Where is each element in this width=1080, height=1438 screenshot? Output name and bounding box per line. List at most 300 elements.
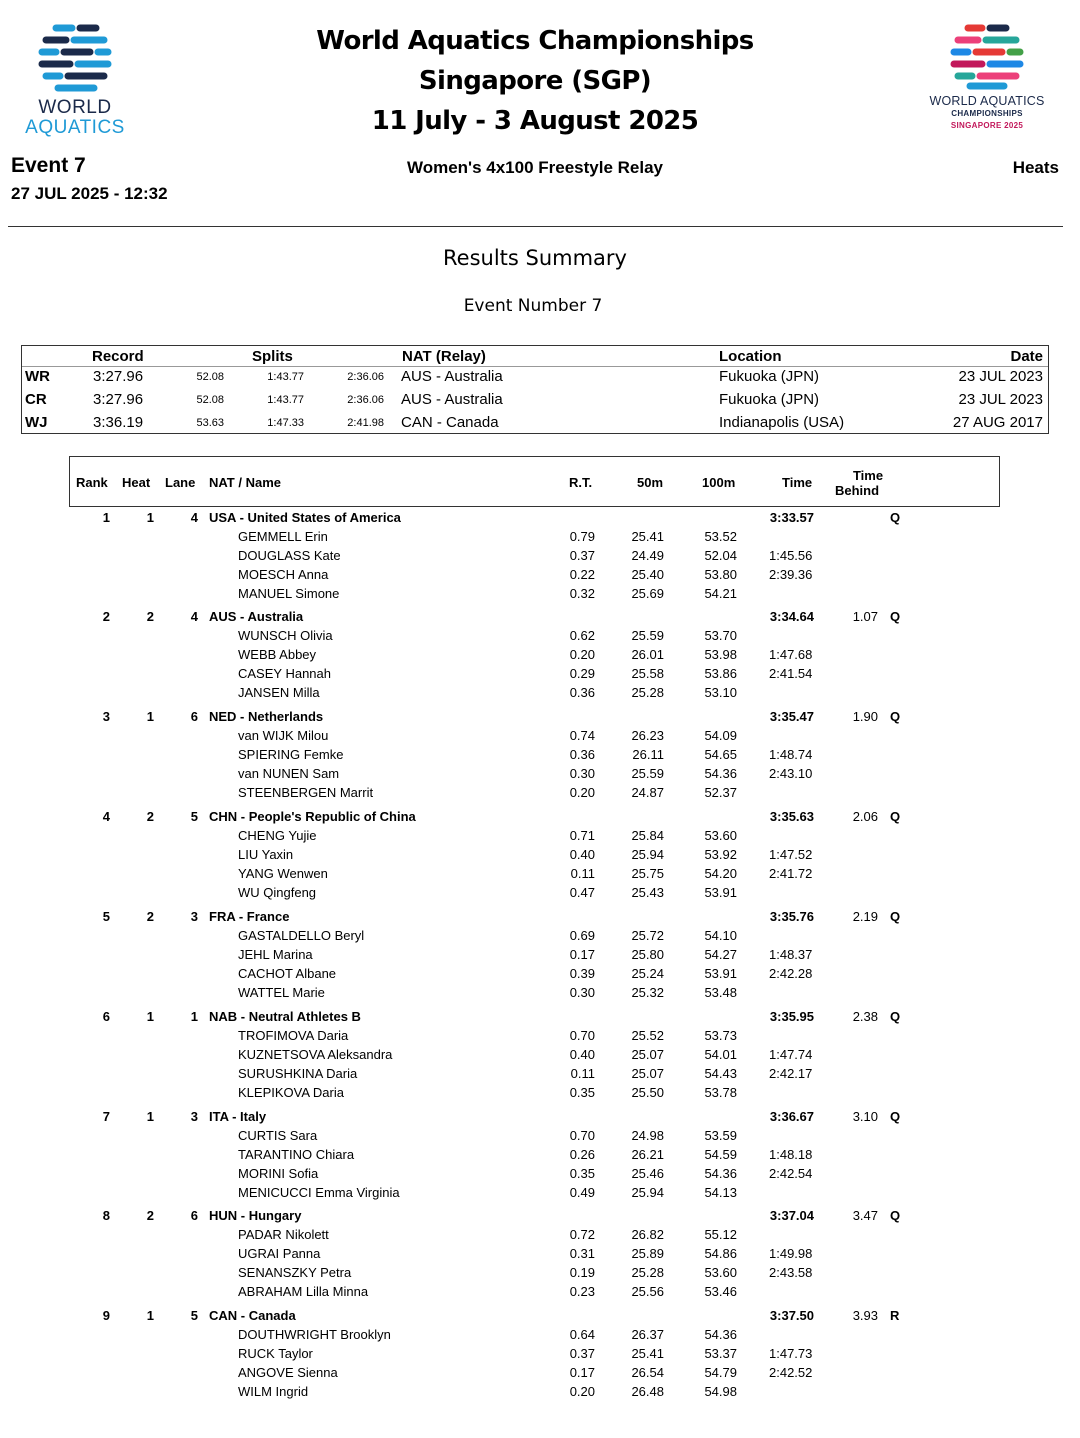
- swimmer-reaction-time: 0.11: [570, 866, 595, 881]
- team-name: ITA - Italy: [209, 1109, 267, 1124]
- swimmer-reaction-time: 0.79: [569, 529, 595, 544]
- team-time: 3:35.95: [769, 1009, 814, 1024]
- swimmer-name: MORINI Sofia: [238, 1166, 319, 1181]
- team-name: CHN - People's Republic of China: [209, 809, 416, 824]
- swimmer-row: [0, 666, 1080, 685]
- swimmer-row: [0, 1346, 1080, 1365]
- swimmer-split-100m: 55.12: [704, 1227, 737, 1242]
- records-header-nat: NAT (Relay): [402, 348, 486, 365]
- swimmer-reaction-time: 0.30: [569, 766, 595, 781]
- swimmer-row: [0, 785, 1080, 804]
- event-number-subtitle: Event Number 7: [463, 296, 603, 316]
- team-rank: 3: [102, 709, 110, 724]
- team-time: 3:36.67: [769, 1109, 814, 1124]
- swimmer-split-50m: 25.80: [631, 947, 664, 962]
- swimmer-row: [0, 1365, 1080, 1384]
- swimmer-reaction-time: 0.47: [569, 885, 595, 900]
- record-location: Indianapolis (USA): [719, 414, 845, 431]
- swimmer-cumulative-time: 2:41.72: [769, 866, 813, 881]
- swimmer-name: WATTEL Marie: [238, 985, 325, 1000]
- swimmer-row: [0, 1047, 1080, 1066]
- team-time-behind: 1.90: [852, 709, 878, 724]
- swimmer-split-100m: 53.73: [704, 1028, 737, 1043]
- record-nat: AUS - Australia: [401, 368, 503, 385]
- swimmer-split-100m: 54.43: [704, 1066, 737, 1081]
- team-time: 3:35.47: [769, 709, 814, 724]
- col-behind-line2: Behind: [834, 483, 880, 498]
- swimmer-split-50m: 25.28: [631, 685, 664, 700]
- team-time-behind: 2.06: [852, 809, 878, 824]
- team-qualification: Q: [890, 1009, 901, 1024]
- swimmer-name: WILM Ingrid: [238, 1384, 309, 1399]
- swimmer-row: [0, 1185, 1080, 1204]
- swimmer-reaction-time: 0.40: [569, 1047, 595, 1062]
- swimmer-name: RUCK Taylor: [238, 1346, 313, 1361]
- swimmer-split-100m: 53.80: [704, 567, 737, 582]
- page-title-line2: Singapore (SGP): [418, 66, 652, 96]
- records-header-record: Record: [92, 348, 144, 365]
- record-location: Fukuoka (JPN): [719, 368, 820, 385]
- swimmer-split-100m: 53.48: [704, 985, 737, 1000]
- swimmer-row: [0, 728, 1080, 747]
- team-time-behind: 2.19: [852, 909, 878, 924]
- swimmer-cumulative-time: 1:47.52: [769, 847, 813, 862]
- swimmer-split-50m: 25.28: [631, 1265, 664, 1280]
- swimmer-row: [0, 529, 1080, 548]
- world-aquatics-logo: [10, 22, 140, 138]
- col-50m: 50m: [637, 475, 664, 490]
- team-rank: 4: [102, 809, 110, 824]
- swimmer-reaction-time: 0.35: [569, 1085, 595, 1100]
- swimmer-row: [0, 828, 1080, 847]
- team-time: 3:37.50: [769, 1308, 814, 1323]
- swimmer-row: [0, 1246, 1080, 1265]
- swimmer-reaction-time: 0.72: [569, 1227, 595, 1242]
- swimmer-row: [0, 1028, 1080, 1047]
- swimmer-reaction-time: 0.69: [569, 928, 595, 943]
- swimmer-reaction-time: 0.37: [569, 1346, 595, 1361]
- team-row: [0, 1009, 1080, 1028]
- swimmer-row: [0, 885, 1080, 904]
- swimmer-split-100m: 53.91: [704, 966, 737, 981]
- swimmer-split-50m: 25.41: [631, 1346, 664, 1361]
- team-name: FRA - France: [209, 909, 290, 924]
- swimmer-name: CURTIS Sara: [238, 1128, 318, 1143]
- swimmer-split-50m: 25.84: [631, 828, 664, 843]
- record-split: 2:36.06: [347, 371, 384, 383]
- swimmer-split-50m: 25.72: [631, 928, 664, 943]
- swimmer-split-50m: 25.56: [631, 1284, 664, 1299]
- swimmer-row: [0, 1384, 1080, 1403]
- team-qualification: Q: [890, 1109, 901, 1124]
- swimmer-reaction-time: 0.70: [569, 1028, 595, 1043]
- swimmer-cumulative-time: 2:42.54: [769, 1166, 813, 1181]
- logo-right-line2: CHAMPIONSHIPS: [951, 109, 1023, 118]
- swimmer-name: STEENBERGEN Marrit: [238, 785, 374, 800]
- swimmer-split-100m: 54.21: [704, 586, 737, 601]
- team-name: NAB - Neutral Athletes B: [209, 1009, 361, 1024]
- record-split: 52.08: [196, 371, 224, 383]
- event-datetime: 27 JUL 2025 - 12:32: [11, 184, 168, 203]
- records-header-date: Date: [1010, 348, 1043, 365]
- swimmer-reaction-time: 0.20: [569, 647, 595, 662]
- swimmer-split-50m: 25.41: [631, 529, 664, 544]
- swimmer-name: ABRAHAM Lilla Minna: [238, 1284, 369, 1299]
- swimmer-split-100m: 53.52: [704, 529, 737, 544]
- col-name: NAT / Name: [209, 475, 281, 490]
- swimmer-cumulative-time: 2:42.52: [769, 1365, 813, 1380]
- team-time: 3:34.64: [769, 609, 814, 624]
- swimmer-cumulative-time: 2:43.10: [769, 766, 813, 781]
- swimmer-split-50m: 26.82: [631, 1227, 664, 1242]
- swimmer-row: [0, 685, 1080, 704]
- team-lane: 3: [190, 909, 198, 924]
- swimmer-split-50m: 25.89: [631, 1246, 664, 1261]
- swimmer-name: SENANSZKY Petra: [238, 1265, 352, 1280]
- swimmer-row: [0, 947, 1080, 966]
- swimmer-split-100m: 54.36: [704, 1327, 737, 1342]
- swimmer-split-50m: 26.21: [631, 1147, 664, 1162]
- swimmer-cumulative-time: 1:47.73: [769, 1346, 813, 1361]
- team-rank: 6: [102, 1009, 110, 1024]
- swimmer-reaction-time: 0.11: [570, 1066, 595, 1081]
- team-qualification: Q: [890, 809, 901, 824]
- swimmer-name: DOUGLASS Kate: [238, 548, 341, 563]
- swimmer-row: [0, 567, 1080, 586]
- swimmer-split-100m: 53.60: [704, 828, 737, 843]
- swimmer-reaction-time: 0.26: [569, 1147, 595, 1162]
- swimmer-split-50m: 25.50: [631, 1085, 664, 1100]
- swimmer-row: [0, 1265, 1080, 1284]
- record-date: 27 AUG 2017: [952, 414, 1043, 431]
- record-split: 2:41.98: [347, 417, 384, 429]
- record-nat: CAN - Canada: [401, 414, 499, 431]
- team-heat: 2: [146, 809, 154, 824]
- team-lane: 5: [190, 1308, 198, 1323]
- swimmer-name: WU Qingfeng: [238, 885, 317, 900]
- swimmer-name: DOUTHWRIGHT Brooklyn: [238, 1327, 391, 1342]
- swimmer-reaction-time: 0.22: [569, 567, 595, 582]
- swimmer-split-100m: 54.36: [704, 766, 737, 781]
- team-heat: 1: [146, 510, 154, 525]
- team-lane: 5: [190, 809, 198, 824]
- records-header-divider: [22, 366, 1048, 367]
- swimmer-split-100m: 54.09: [704, 728, 737, 743]
- swimmer-split-100m: 54.65: [704, 747, 737, 762]
- records-header-splits: Splits: [252, 348, 293, 365]
- swimmer-split-100m: 53.37: [704, 1346, 737, 1361]
- swimmer-split-100m: 54.79: [704, 1365, 737, 1380]
- swimmer-reaction-time: 0.19: [569, 1265, 595, 1280]
- swimmer-split-50m: 25.69: [631, 586, 664, 601]
- swimmer-name: van NUNEN Sam: [238, 766, 340, 781]
- swimmer-split-50m: 24.49: [631, 548, 664, 563]
- team-rank: 8: [102, 1208, 110, 1223]
- team-lane: 4: [190, 510, 198, 525]
- swimmer-reaction-time: 0.17: [569, 947, 595, 962]
- swimmer-reaction-time: 0.70: [569, 1128, 595, 1143]
- swimmer-split-100m: 54.86: [704, 1246, 737, 1261]
- swimmer-split-50m: 26.11: [632, 747, 664, 762]
- swimmer-split-100m: 53.46: [704, 1284, 737, 1299]
- swimmer-row: [0, 966, 1080, 985]
- team-name: NED - Netherlands: [209, 709, 324, 724]
- col-time: Time: [782, 475, 813, 490]
- swimmer-reaction-time: 0.30: [569, 985, 595, 1000]
- championships-logo: [908, 22, 1066, 138]
- swimmer-row: [0, 747, 1080, 766]
- swimmer-split-50m: 25.94: [631, 847, 664, 862]
- swimmer-row: [0, 1147, 1080, 1166]
- swimmer-split-50m: 25.40: [631, 567, 664, 582]
- swimmer-split-100m: 52.37: [704, 785, 737, 800]
- record-time: 3:27.96: [93, 368, 144, 385]
- swimmer-name: MENICUCCI Emma Virginia: [238, 1185, 400, 1200]
- team-rank: 2: [102, 609, 110, 624]
- team-qualification: Q: [890, 709, 901, 724]
- swimmer-name: KLEPIKOVA Daria: [238, 1085, 344, 1100]
- col-100m: 100m: [702, 475, 736, 490]
- team-lane: 4: [190, 609, 198, 624]
- record-split: 2:36.06: [347, 394, 384, 406]
- swimmer-split-50m: 25.24: [631, 966, 664, 981]
- swimmer-reaction-time: 0.31: [569, 1246, 595, 1261]
- team-rank: 9: [102, 1308, 110, 1323]
- team-qualification: Q: [890, 510, 901, 525]
- swimmer-reaction-time: 0.35: [569, 1166, 595, 1181]
- swimmer-split-50m: 25.94: [631, 1185, 664, 1200]
- team-time: 3:35.76: [769, 909, 814, 924]
- team-lane: 6: [190, 709, 198, 724]
- record-split: 1:47.33: [267, 417, 304, 429]
- team-row: [0, 1308, 1080, 1327]
- swimmer-split-100m: 54.59: [704, 1147, 737, 1162]
- swimmer-name: SURUSHKINA Daria: [238, 1066, 358, 1081]
- swimmer-row: [0, 647, 1080, 666]
- swimmer-name: CASEY Hannah: [238, 666, 331, 681]
- team-heat: 2: [146, 1208, 154, 1223]
- logo-right-line3: SINGAPORE 2025: [950, 121, 1024, 130]
- record-split: 52.08: [196, 394, 224, 406]
- swimmer-split-50m: 25.75: [631, 866, 664, 881]
- team-time-behind: 3.10: [852, 1109, 878, 1124]
- swimmer-name: YANG Wenwen: [238, 866, 328, 881]
- team-rank: 5: [102, 909, 110, 924]
- team-time-behind: 2.38: [852, 1009, 878, 1024]
- logo-left-world: WORLD: [38, 97, 112, 118]
- team-qualification: R: [890, 1308, 900, 1323]
- team-name: CAN - Canada: [209, 1308, 296, 1323]
- swimmer-row: [0, 1066, 1080, 1085]
- swimmer-reaction-time: 0.39: [569, 966, 595, 981]
- swimmer-row: [0, 766, 1080, 785]
- swimmer-split-100m: 54.27: [704, 947, 737, 962]
- swimmer-split-100m: 54.20: [704, 866, 737, 881]
- swimmer-split-100m: 54.13: [704, 1185, 737, 1200]
- record-time: 3:27.96: [93, 391, 144, 408]
- record-time: 3:36.19: [93, 414, 144, 431]
- team-time: 3:37.04: [769, 1208, 814, 1223]
- swimmer-reaction-time: 0.17: [569, 1365, 595, 1380]
- team-name: HUN - Hungary: [209, 1208, 302, 1223]
- swimmer-split-100m: 53.98: [704, 647, 737, 662]
- swimmer-name: ANGOVE Sienna: [238, 1365, 338, 1380]
- swimmer-reaction-time: 0.49: [569, 1185, 595, 1200]
- swimmer-reaction-time: 0.37: [569, 548, 595, 563]
- swimmer-split-100m: 53.92: [704, 847, 737, 862]
- team-heat: 2: [146, 609, 154, 624]
- swimmer-cumulative-time: 2:42.17: [769, 1066, 813, 1081]
- page-title-line3: 11 July - 3 August 2025: [371, 106, 699, 136]
- swimmer-split-50m: 26.48: [631, 1384, 664, 1399]
- col-heat: Heat: [122, 475, 151, 490]
- swimmer-split-100m: 52.04: [704, 548, 737, 563]
- team-rank: 7: [102, 1109, 110, 1124]
- swimmer-name: MOESCH Anna: [238, 567, 329, 582]
- col-rt: R.T.: [569, 475, 593, 490]
- swimmer-reaction-time: 0.23: [569, 1284, 595, 1299]
- team-row: [0, 709, 1080, 728]
- team-row: [0, 909, 1080, 928]
- team-row: [0, 1109, 1080, 1128]
- record-type: WR: [25, 368, 50, 385]
- record-split: 53.63: [196, 417, 224, 429]
- record-date: 23 JUL 2023: [958, 391, 1043, 408]
- swimmer-row: [0, 985, 1080, 1004]
- col-rank: Rank: [76, 475, 108, 490]
- swimmer-reaction-time: 0.29: [569, 666, 595, 681]
- team-time: 3:35.63: [769, 809, 814, 824]
- event-number-label: Event 7: [11, 154, 86, 177]
- championships-logo-mark: [908, 22, 1066, 92]
- swimmer-name: KUZNETSOVA Aleksandra: [238, 1047, 393, 1062]
- swimmer-reaction-time: 0.64: [569, 1327, 595, 1342]
- record-split: 1:43.77: [267, 371, 304, 383]
- event-phase: Heats: [1012, 158, 1059, 177]
- swimmer-split-50m: 26.23: [631, 728, 664, 743]
- swimmer-reaction-time: 0.74: [569, 728, 595, 743]
- event-name: Women's 4x100 Freestyle Relay: [406, 158, 664, 177]
- swimmer-name: GEMMELL Erin: [238, 529, 328, 544]
- swimmer-split-50m: 25.58: [631, 666, 664, 681]
- swimmer-name: CACHOT Albane: [238, 966, 337, 981]
- logo-right-line1: WORLD AQUATICS: [929, 94, 1045, 108]
- swimmer-cumulative-time: 2:41.54: [769, 666, 813, 681]
- swimmer-row: [0, 1166, 1080, 1185]
- team-rank: 1: [102, 510, 110, 525]
- swimmer-reaction-time: 0.36: [569, 685, 595, 700]
- swimmer-split-50m: 25.59: [631, 766, 664, 781]
- swimmer-row: [0, 1327, 1080, 1346]
- swimmer-split-100m: 53.78: [704, 1085, 737, 1100]
- swimmer-row: [0, 586, 1080, 605]
- header-divider: [8, 226, 1063, 227]
- swimmer-cumulative-time: 1:48.74: [769, 747, 813, 762]
- swimmer-name: WEBB Abbey: [238, 647, 317, 662]
- team-time-behind: 3.93: [852, 1308, 878, 1323]
- swimmer-split-100m: 53.59: [704, 1128, 737, 1143]
- col-lane: Lane: [165, 475, 196, 490]
- records-header-location: Location: [719, 348, 782, 365]
- swimmer-name: LIU Yaxin: [238, 847, 294, 862]
- swimmer-split-50m: 25.52: [631, 1028, 664, 1043]
- swimmer-cumulative-time: 1:47.74: [769, 1047, 813, 1062]
- swimmer-row: [0, 1227, 1080, 1246]
- swimmer-name: SPIERING Femke: [238, 747, 344, 762]
- swimmer-reaction-time: 0.32: [569, 586, 595, 601]
- swimmer-row: [0, 1128, 1080, 1147]
- swimmer-reaction-time: 0.20: [569, 785, 595, 800]
- swimmer-cumulative-time: 1:48.37: [769, 947, 813, 962]
- swimmer-cumulative-time: 1:45.56: [769, 548, 813, 563]
- swimmer-cumulative-time: 2:42.28: [769, 966, 813, 981]
- swimmer-row: [0, 928, 1080, 947]
- team-row: [0, 809, 1080, 828]
- record-type: CR: [25, 391, 47, 408]
- swimmer-row: [0, 847, 1080, 866]
- swimmer-split-50m: 25.43: [631, 885, 664, 900]
- team-heat: 1: [146, 1109, 154, 1124]
- results-summary-title: Results Summary: [443, 246, 627, 270]
- team-row: [0, 609, 1080, 628]
- team-qualification: Q: [890, 1208, 901, 1223]
- swimmer-name: UGRAI Panna: [238, 1246, 321, 1261]
- swimmer-name: CHENG Yujie: [238, 828, 317, 843]
- record-type: WJ: [25, 414, 48, 431]
- swimmer-split-50m: 24.98: [631, 1128, 664, 1143]
- swimmer-split-100m: 54.10: [704, 928, 737, 943]
- swimmer-split-50m: 26.54: [631, 1365, 664, 1380]
- swimmer-split-100m: 53.60: [704, 1265, 737, 1280]
- swimmer-split-50m: 25.07: [631, 1066, 664, 1081]
- swimmer-cumulative-time: 1:47.68: [769, 647, 813, 662]
- team-name: AUS - Australia: [209, 609, 304, 624]
- team-qualification: Q: [890, 609, 901, 624]
- swimmer-split-50m: 26.01: [631, 647, 664, 662]
- record-split: 1:43.77: [267, 394, 304, 406]
- swimmer-name: WUNSCH Olivia: [238, 628, 333, 643]
- team-row: [0, 510, 1080, 529]
- team-heat: 2: [146, 909, 154, 924]
- team-time-behind: 3.47: [852, 1208, 878, 1223]
- swimmer-cumulative-time: 2:43.58: [769, 1265, 813, 1280]
- swimmer-name: JEHL Marina: [238, 947, 313, 962]
- swimmer-row: [0, 1085, 1080, 1104]
- swimmer-split-50m: 24.87: [631, 785, 664, 800]
- swimmer-reaction-time: 0.62: [569, 628, 595, 643]
- swimmer-reaction-time: 0.71: [569, 828, 595, 843]
- swimmer-name: TARANTINO Chiara: [238, 1147, 355, 1162]
- swimmer-split-50m: 25.32: [631, 985, 664, 1000]
- swimmer-reaction-time: 0.40: [569, 847, 595, 862]
- swimmer-split-100m: 53.91: [704, 885, 737, 900]
- team-heat: 1: [146, 709, 154, 724]
- team-heat: 1: [146, 1308, 154, 1323]
- results-header: [69, 456, 1000, 507]
- team-row: [0, 1208, 1080, 1227]
- swimmer-name: MANUEL Simone: [238, 586, 340, 601]
- swimmer-split-50m: 25.59: [631, 628, 664, 643]
- swimmer-split-50m: 26.37: [631, 1327, 664, 1342]
- team-lane: 3: [190, 1109, 198, 1124]
- swimmer-cumulative-time: 1:49.98: [769, 1246, 813, 1261]
- swimmer-name: JANSEN Milla: [238, 685, 320, 700]
- swimmer-split-50m: 25.46: [631, 1166, 664, 1181]
- team-time: 3:33.57: [769, 510, 814, 525]
- team-heat: 1: [146, 1009, 154, 1024]
- team-lane: 6: [190, 1208, 198, 1223]
- swimmer-row: [0, 628, 1080, 647]
